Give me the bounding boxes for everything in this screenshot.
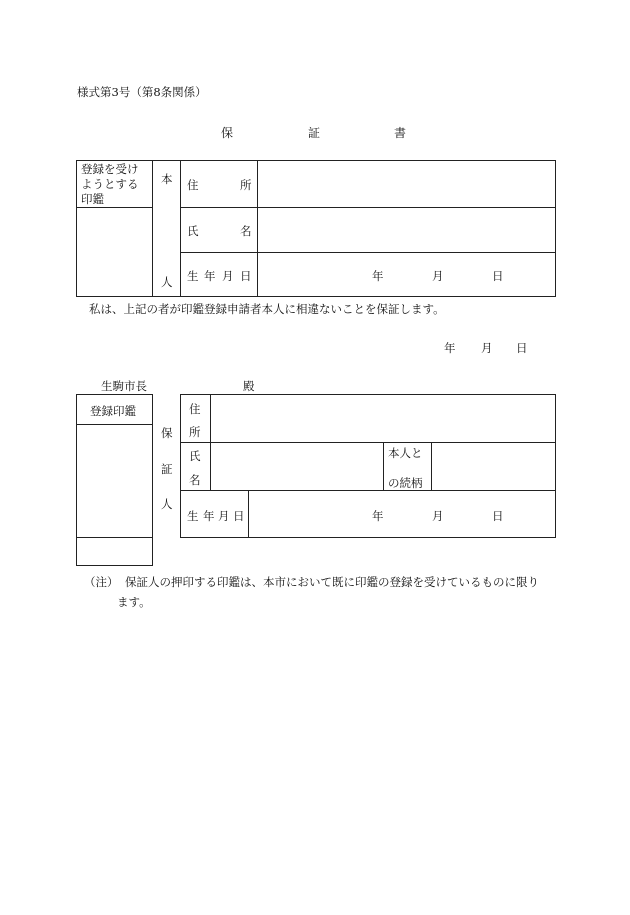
applicant-person-top: 本 xyxy=(161,172,173,186)
applicant-month-unit: 月 xyxy=(432,269,444,283)
guarantee-statement: 私は、上記の者が印鑑登録申請者本人に相違ないことを保証します。 xyxy=(89,302,445,316)
guarantor-birth-label-2: 年 xyxy=(203,509,215,523)
guarantor-vertical-3: 人 xyxy=(161,497,173,511)
applicant-birth-label-4: 日 xyxy=(240,269,252,283)
applicant-name-field[interactable] xyxy=(258,208,555,252)
applicant-address-label-2: 所 xyxy=(240,178,252,192)
applicant-address-label-1: 住 xyxy=(187,178,199,192)
footnote-line-2: ます。 xyxy=(117,595,151,609)
guarantor-vertical-2: 証 xyxy=(161,462,173,476)
guarantor-birthdate-field[interactable] xyxy=(249,491,555,537)
footnote-prefix: （注） xyxy=(84,575,119,589)
date-year-unit: 年 xyxy=(444,341,456,355)
guarantor-address-label-1: 住 xyxy=(189,402,201,416)
guarantor-day-unit: 日 xyxy=(492,509,504,523)
applicant-year-unit: 年 xyxy=(372,269,384,283)
guarantor-seal-extra-box xyxy=(77,538,152,565)
guarantor-name-field[interactable] xyxy=(211,443,383,490)
addressee-honorific: 殿 xyxy=(243,379,255,393)
applicant-birth-label-2: 年 xyxy=(204,269,216,283)
applicant-name-label-1: 氏 xyxy=(187,224,199,238)
form-number: 様式第3号（第8条関係） xyxy=(77,85,207,99)
title-char-1: 保 xyxy=(221,126,234,140)
guarantor-birth-label-1: 生 xyxy=(187,509,199,523)
date-day-unit: 日 xyxy=(516,341,528,355)
addressee-mayor: 生駒市長 xyxy=(101,379,147,393)
date-month-unit: 月 xyxy=(481,341,493,355)
title-char-2: 証 xyxy=(308,126,321,140)
applicant-birth-label-1: 生 xyxy=(187,269,199,283)
applicant-birth-label-3: 月 xyxy=(222,269,234,283)
applicant-day-unit: 日 xyxy=(492,269,504,283)
guarantor-month-unit: 月 xyxy=(432,509,444,523)
applicant-birthdate-field[interactable] xyxy=(258,253,555,296)
title-char-3: 書 xyxy=(394,126,407,140)
applicant-address-field[interactable] xyxy=(258,161,555,207)
guarantor-relation-label-1: 本人と xyxy=(388,446,423,460)
guarantor-relation-label-2: の続柄 xyxy=(388,476,423,490)
guarantor-year-unit: 年 xyxy=(372,509,384,523)
guarantor-address-field[interactable] xyxy=(211,395,555,442)
guarantor-birth-label-4: 日 xyxy=(233,509,245,523)
guarantor-vertical-1: 保 xyxy=(161,426,173,440)
guarantor-seal-label: 登録印鑑 xyxy=(90,404,136,418)
guarantor-relation-field[interactable] xyxy=(432,443,555,490)
guarantor-birth-label-3: 月 xyxy=(218,509,230,523)
applicant-seal-box xyxy=(77,208,152,296)
guarantor-name-label-2: 名 xyxy=(189,473,201,487)
guarantor-address-label-2: 所 xyxy=(189,425,201,439)
guarantor-name-label-1: 氏 xyxy=(189,449,201,463)
applicant-person-bottom: 人 xyxy=(161,275,173,289)
applicant-seal-label: 登録を受けようとする印鑑 xyxy=(81,162,139,206)
footnote-line-1: 保証人の押印する印鑑は、本市において既に印鑑の登録を受けているものに限り xyxy=(125,575,539,589)
applicant-name-label-2: 名 xyxy=(240,224,252,238)
guarantor-seal-box xyxy=(77,425,152,537)
